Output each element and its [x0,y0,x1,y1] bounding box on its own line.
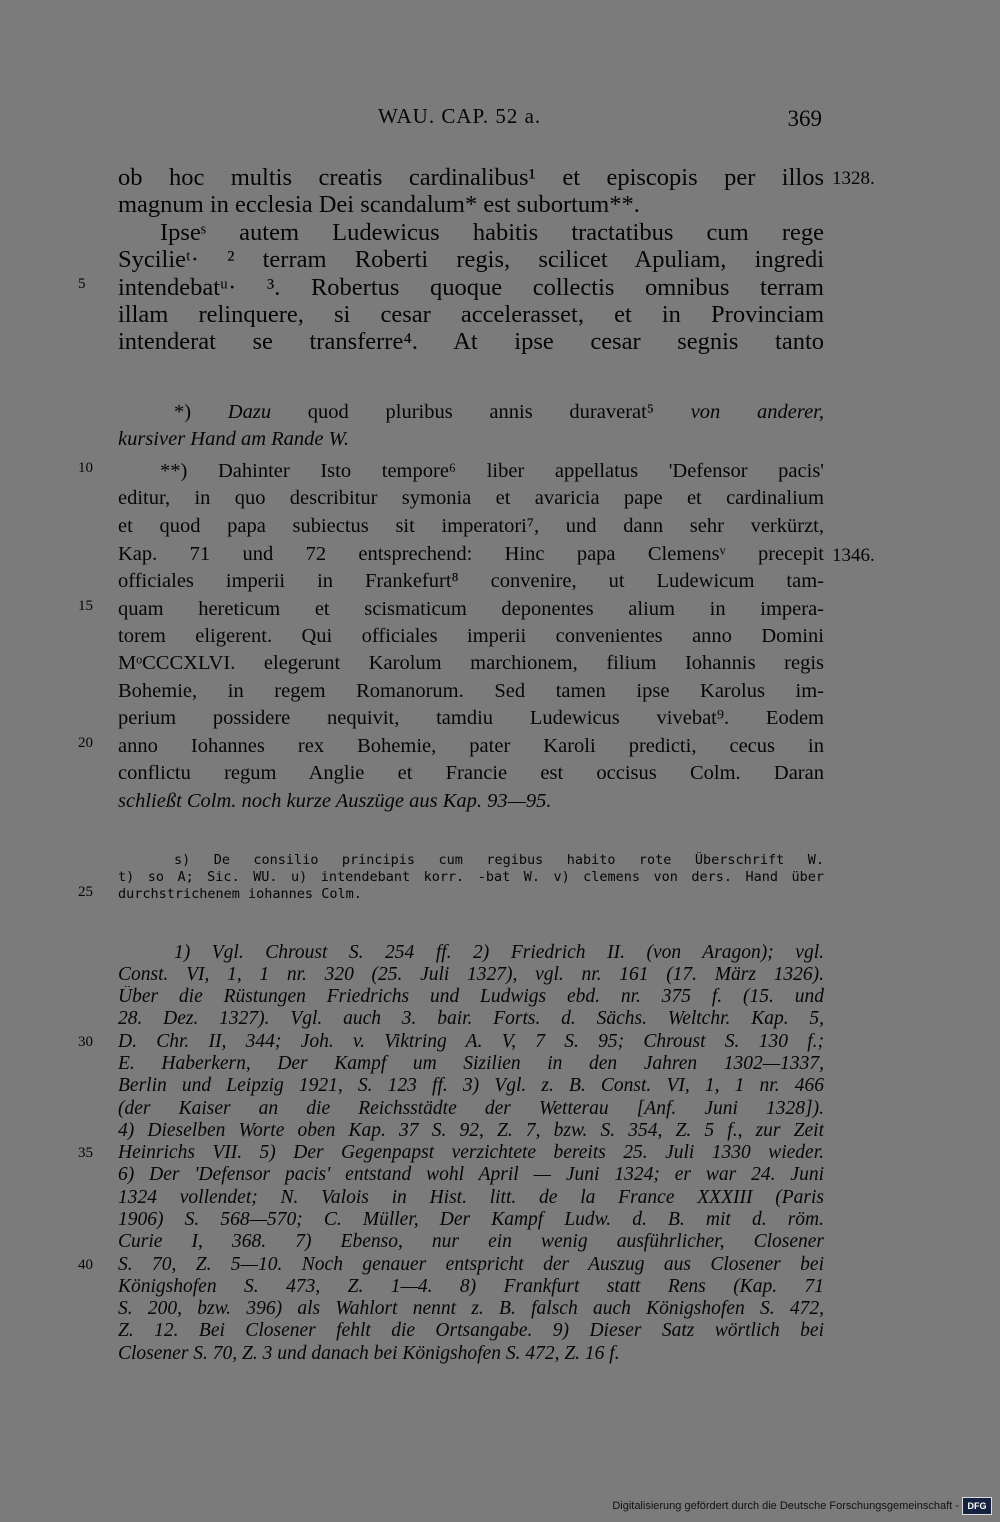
footnote-line: Über die Rüstungen Friedrichs und Ludwigs ebd. nr. 375 f. (15. und [118,986,824,1007]
footnote-line: Const. VI, 1, 1 nr. 320 (25. Juli 1327), vgl. nr. 161 (17. März 1326). [118,964,824,985]
footnote-line: 1906) S. 568—570; C. Müller, Der Kampf Ludw. d. B. mit d. röm. [118,1209,824,1230]
note-line: editur, in quo describitur symonia et avaricia pape et cardinalium [118,487,824,509]
footnote-line: 4) Dieselben Worte oben Kap. 37 S. 92, Z. 7, bzw. S. 354, Z. 5 f., zur Zeit [118,1120,824,1141]
note-line: perium possidere nequivit, tamdiu Ludewicus vivebat⁹. Eodem [118,707,824,729]
note-marker: *) [174,401,228,423]
text-line: illam relinquere, si cesar accelerasset, et in Provinciam [118,301,824,328]
text-line: Sycilieᵗ· ² terram Roberti regis, scilicet Apuliam, ingredi [118,246,824,273]
note-line: conflictu regum Anglie et Francie est occisus Colm. Daran [118,762,824,784]
line-number: 15 [78,598,93,614]
footnote-line: S. 200, bzw. 396) als Wahlort nennt z. B. falsch auch Königshofen S. 472, [118,1298,824,1319]
footnote-line: S. 70, Z. 5—10. Noch genauer entspricht der Auszug aus Closener bei [118,1254,824,1275]
note-line: officiales imperii in Frankefurt⁸ convenire, ut Ludewicum tam- [118,570,824,592]
page-number: 369 [787,106,822,131]
running-title: WAU. CAP. 52 a. [378,104,542,128]
page-header [118,100,828,140]
note-line: MᵒCCCXLVI. elegerunt Karolum marchionem, filium Iohannis regis [118,652,824,674]
footnote-line: 6) Der 'Defensor pacis' entstand wohl April — Juni 1324; er war 24. Juni [118,1164,824,1185]
line-number: 35 [78,1145,93,1161]
footnote-line: Berlin und Leipzig 1921, S. 123 ff. 3) Vgl. z. B. Const. VI, 1, 1 nr. 466 [118,1075,824,1096]
variant-line: t) so A; Sic. WU. u) intendebant korr. -bat W. v) clemens von ders. Hand über [118,869,824,885]
note-line [118,399,824,426]
footnote-line: Curie I, 368. 7) Ebenso, nur ein wenig ausführlicher, Closener [118,1231,824,1252]
note-text: quod pluribus annis duraverat⁵ [271,401,691,423]
line-number: 20 [78,735,93,751]
variant-line: durchstrichenem iohannes Colm. [118,886,362,902]
dfg-logo-icon: DFG [962,1497,992,1515]
footnote-line: 1) Vgl. Chroust S. 254 ff. 2) Friedrich II. (von Aragon); vgl. [174,942,824,963]
margin-year: 1328. [832,168,875,189]
text-line: magnum in ecclesia Dei scandalum* est subortum**. [118,191,640,218]
credit-text: Digitalisierung gefördert durch die Deutsche Forschungsgemeinschaft - [612,1500,959,1512]
footnote-line: Königshofen S. 473, Z. 1—4. 8) Frankfurt statt Rens (Kap. 71 [118,1276,824,1297]
footnote-line: 1324 vollendet; N. Valois in Hist. litt. de la France XXXIII (Paris [118,1187,824,1208]
line-number: 40 [78,1257,93,1273]
text-line: intenderat se transferre⁴. At ipse cesar segnis tanto [118,328,824,355]
footnote-line: Z. 12. Bei Closener fehlt die Ortsangabe. 9) Dieser Satz wörtlich bei [118,1320,824,1341]
note-line: Kap. 71 und 72 entsprechend: Hinc papa Clemensᵛ precepit [118,543,824,565]
digitization-credit [612,1495,992,1517]
footnote-line: 28. Dez. 1327). Vgl. auch 3. bair. Forts. d. Sächs. Weltchr. Kap. 5, [118,1008,824,1029]
variant-line: s) De consilio principis cum regibus habito rote Überschrift W. [174,852,824,868]
note-line: Bohemie, in regem Romanorum. Sed tamen ipse Karolus im- [118,680,824,702]
footnote-line: Heinrichs VII. 5) Der Gegenpapst verzichtete bereits 25. Juli 1330 wieder. [118,1142,824,1163]
footnote-line: D. Chr. II, 344; Joh. v. Viktring A. V, 7 S. 95; Chroust S. 130 f.; [118,1031,824,1052]
note-line: et quod papa subiectus sit imperatori⁷, und dann sehr verkürzt, [118,515,824,537]
note-line: **) Dahinter Isto tempore⁶ liber appellatus 'Defensor pacis' [160,460,824,482]
footnote-line: Closener S. 70, Z. 3 und danach bei Königshofen S. 472, Z. 16 f. [118,1343,620,1364]
note-line: quam hereticum et scismaticum deponentes alium in impera- [118,598,824,620]
line-number: 10 [78,460,93,476]
footnote-line: (der Kaiser an die Reichsstädte der Wetterau [Anf. Juni 1328]). [118,1098,824,1119]
line-number: 30 [78,1034,93,1050]
margin-year: 1346. [832,545,875,566]
text-line: Ipseˢ autem Ludewicus habitis tractatibus cum rege [160,219,824,246]
text-line: intendebatᵘ· ³. Robertus quoque collectis omnibus terram [118,274,824,301]
note-line: schließt Colm. noch kurze Auszüge aus Kap. 93—95. [118,790,552,812]
note-line: kursiver Hand am Rande W. [118,428,349,450]
note-line: anno Iohannes rex Bohemie, pater Karoli predicti, cecus in [118,735,824,757]
note-line: torem eligerent. Qui officiales imperii convenientes anno Domini [118,625,824,647]
line-number: 25 [78,884,93,900]
note-italic: Dazu [227,401,272,423]
text-line: ob hoc multis creatis cardinalibus¹ et episcopis per illos [118,164,824,191]
line-number: 5 [78,276,86,292]
footnote-line: E. Haberkern, Der Kampf um Sizilien in den Jahren 1302—1337, [118,1053,824,1074]
note-italic: von anderer, [690,401,824,423]
